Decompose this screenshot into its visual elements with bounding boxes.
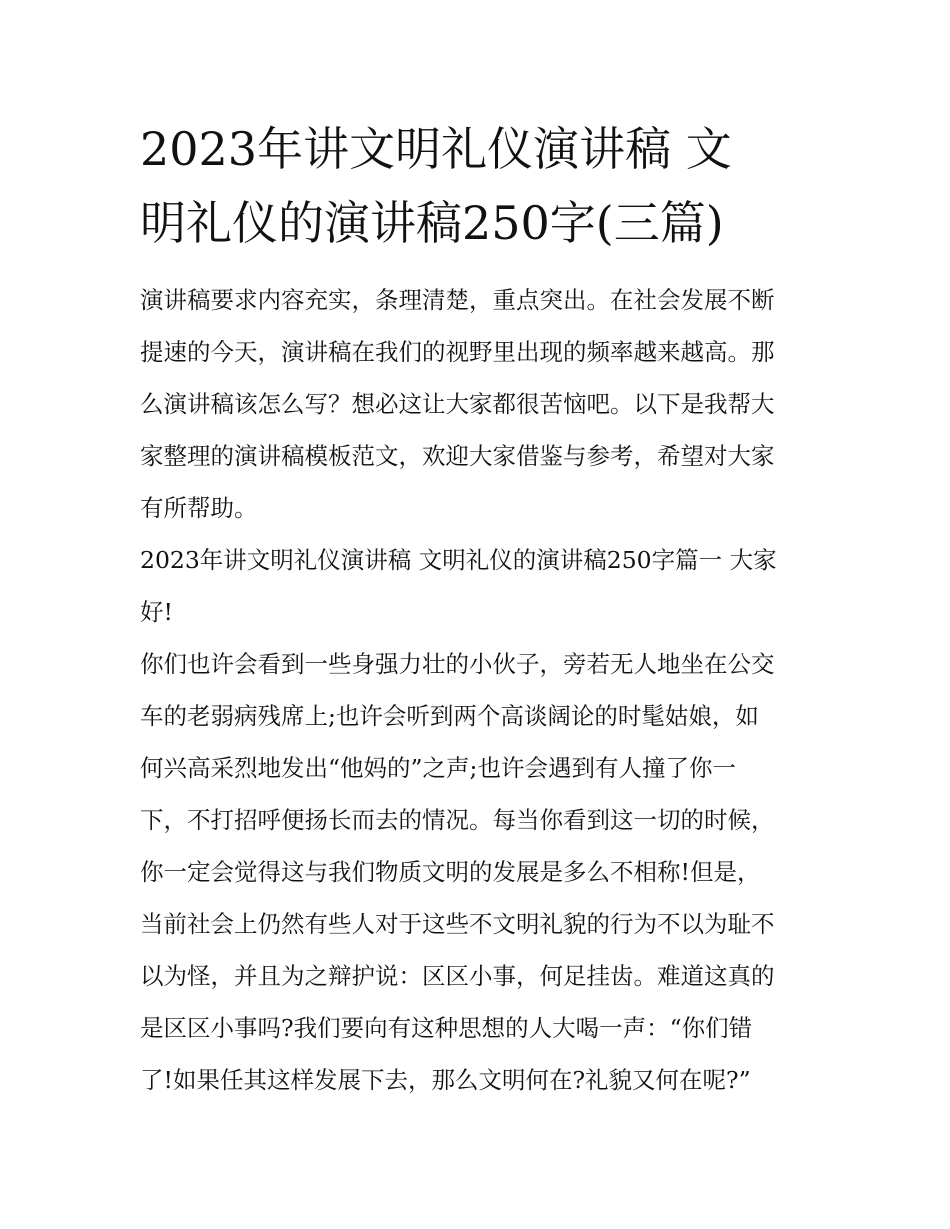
text-line: 了!如果任其这样发展下去，那么文明何在?礼貌又何在呢?” <box>140 1066 751 1094</box>
document-title <box>140 112 812 260</box>
text-line: 家整理的演讲稿模板范文，欢迎大家借鉴与参考，希望对大家 <box>140 442 775 470</box>
text-line: 2023年讲文明礼仪演讲稿 文明礼仪的演讲稿250字篇一 大家 <box>140 546 777 574</box>
text-line: 演讲稿要求内容充实，条理清楚，重点突出。在社会发展不断 <box>140 286 775 314</box>
text-line: 好! <box>140 598 173 626</box>
title-line: 明礼仪的演讲稿250字(三篇) <box>140 196 724 250</box>
intro-paragraph <box>140 274 812 534</box>
speech-paragraph <box>140 638 812 1106</box>
document-body <box>140 274 812 1106</box>
text-line: 有所帮助。 <box>140 494 258 522</box>
text-line: 么演讲稿该怎么写？想必这让大家都很苦恼吧。以下是我帮大 <box>140 390 775 418</box>
document-page <box>140 112 812 1106</box>
text-line: 下，不打招呼便扬长而去的情况。每当你看到这一切的时候， <box>140 806 775 834</box>
title-line: 2023年讲文明礼仪演讲稿 文 <box>140 122 732 176</box>
text-line: 车的老弱病残席上;也许会听到两个高谈阔论的时髦姑娘，如 <box>140 702 759 730</box>
section-heading-paragraph <box>140 534 812 638</box>
text-line: 以为怪，并且为之辩护说：区区小事，何足挂齿。难道这真的 <box>140 962 775 990</box>
text-line: 何兴高采烈地发出“他妈的”之声;也许会遇到有人撞了你一 <box>140 754 736 782</box>
text-line: 你一定会觉得这与我们物质文明的发展是多么不相称!但是， <box>140 858 761 886</box>
text-line: 你们也许会看到一些身强力壮的小伙子，旁若无人地坐在公交 <box>140 650 775 678</box>
text-line: 是区区小事吗?我们要向有这种思想的人大喝一声：“你们错 <box>140 1014 753 1042</box>
text-line: 提速的今天，演讲稿在我们的视野里出现的频率越来越高。那 <box>140 338 775 366</box>
text-line: 当前社会上仍然有些人对于这些不文明礼貌的行为不以为耻不 <box>140 910 775 938</box>
